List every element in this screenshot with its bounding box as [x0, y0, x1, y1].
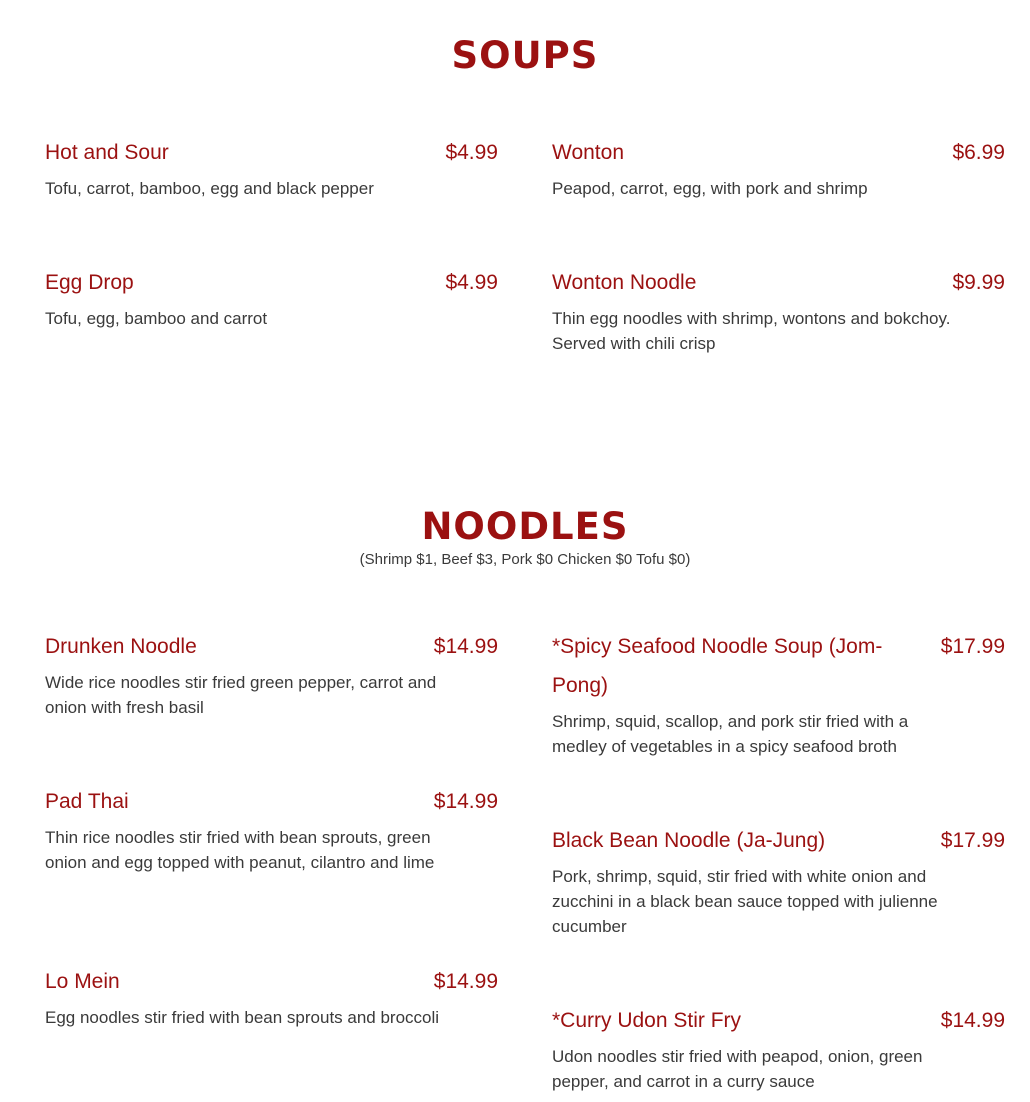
item-price: $14.99 [433, 970, 498, 993]
soups-title: SOUPS [451, 34, 599, 77]
item-name: Drunken Noodle [45, 635, 197, 658]
item-name: Pad Thai [45, 790, 129, 813]
item-description: Udon noodles stir fried with peapod, onion, green pepper, and carrot in a curry sauce [552, 1047, 923, 1091]
menu-item-black-bean-noodle [552, 821, 1005, 939]
item-price: $17.99 [940, 829, 1005, 852]
item-description: Thin rice noodles stir fried with bean sprouts, green onion and egg topped with peanut, cilantro and lime [45, 828, 435, 872]
item-name: Egg Drop [45, 271, 134, 294]
menu-item-hot-and-sour [45, 133, 498, 201]
noodles-title: NOODLES [421, 505, 629, 548]
item-price: $4.99 [445, 141, 498, 164]
item-name: Hot and Sour [45, 141, 169, 164]
menu-item-pad-thai [45, 782, 498, 875]
menu-item-lo-mein [45, 962, 498, 1030]
menu-item-spicy-seafood-noodle-soup [552, 627, 1005, 759]
item-description: Wide rice noodles stir fried green pepper, carrot and onion with fresh basil [45, 673, 437, 717]
menu-item-egg-drop [45, 263, 498, 331]
item-price: $6.99 [952, 141, 1005, 164]
menu-item-drunken-noodle [45, 627, 498, 720]
item-description: Pork, shrimp, squid, stir fried with white onion and zucchini in a black bean sauce topped with julienne cucumber [552, 867, 938, 936]
item-price: $14.99 [433, 790, 498, 813]
item-description: Shrimp, squid, scallop, and pork stir fried with a medley of vegetables in a spicy seafood broth [552, 712, 909, 756]
item-name: *Spicy Seafood Noodle Soup (Jom-Pong) [552, 635, 883, 697]
item-price: $17.99 [940, 635, 1005, 658]
item-price: $14.99 [940, 1009, 1005, 1032]
item-name: Wonton [552, 141, 624, 164]
item-price: $14.99 [433, 635, 498, 658]
menu-item-curry-udon-stir-fry [552, 1001, 1005, 1094]
item-name: Wonton Noodle [552, 271, 697, 294]
item-description: Egg noodles stir fried with bean sprouts and broccoli [45, 1008, 440, 1027]
item-description: Peapod, carrot, egg, with pork and shrimp [552, 179, 868, 198]
item-name: *Curry Udon Stir Fry [552, 1009, 742, 1032]
item-name: Black Bean Noodle (Ja-Jung) [552, 829, 826, 852]
item-description: Thin egg noodles with shrimp, wontons and bokchoy. Served with chili crisp [552, 309, 951, 353]
noodles-protein-note: (Shrimp $1, Beef $3, Pork $0 Chicken $0 Tofu $0) [359, 551, 691, 568]
item-name: Lo Mein [45, 970, 120, 993]
item-description: Tofu, egg, bamboo and carrot [45, 309, 268, 328]
menu-item-wonton [552, 133, 1005, 201]
item-description: Tofu, carrot, bamboo, egg and black pepper [45, 179, 374, 198]
item-price: $4.99 [445, 271, 498, 294]
item-price: $9.99 [952, 271, 1005, 294]
menu-item-wonton-noodle [552, 263, 1005, 356]
